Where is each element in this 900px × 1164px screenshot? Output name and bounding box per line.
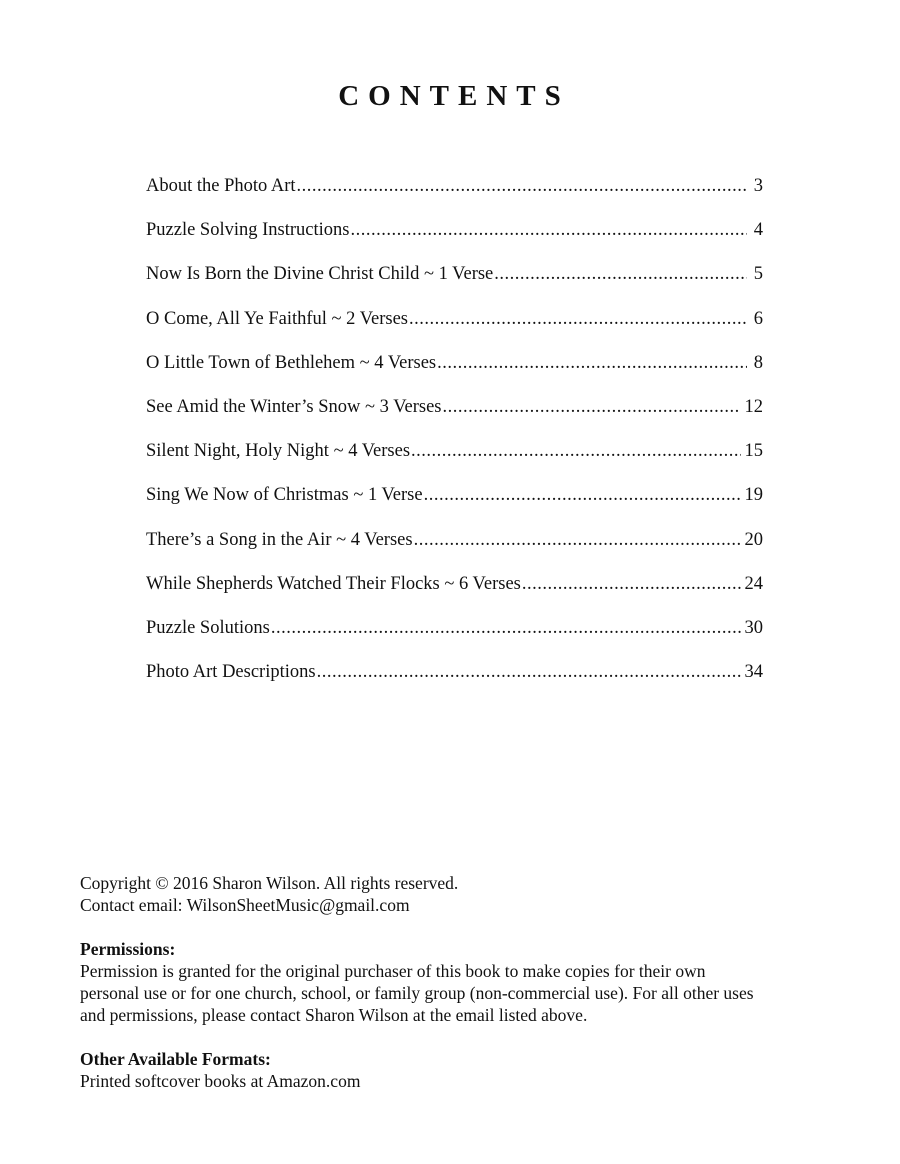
permissions-text: personal use or for one church, school, or family group (non-commercial use). For all other uses	[80, 983, 754, 1003]
toc-dot-leader	[271, 616, 741, 640]
toc-entry-page: 34	[744, 662, 763, 683]
toc-entry	[146, 572, 763, 616]
spacer	[80, 1026, 860, 1048]
toc-entry	[146, 660, 763, 704]
toc-dot-leader	[411, 439, 741, 463]
toc-entry-title: There’s a Song in the Air ~ 4 Verses	[146, 529, 413, 550]
toc-entry-title: See Amid the Winter’s Snow ~ 3 Verses	[146, 396, 442, 417]
toc-entry-page: 12	[744, 396, 763, 417]
permissions-text: Permission is granted for the original purchaser of this book to make copies for their own	[80, 961, 706, 981]
toc-entry	[146, 218, 763, 262]
toc-entry-title: Silent Night, Holy Night ~ 4 Verses	[146, 441, 411, 462]
formats-heading: Other Available Formats:	[80, 1049, 271, 1069]
toc-entry	[146, 616, 763, 660]
permissions-heading: Permissions:	[80, 939, 176, 959]
toc-entry-title: Puzzle Solving Instructions	[146, 220, 350, 241]
toc-entry	[146, 528, 763, 572]
toc-entry-page: 30	[744, 617, 763, 638]
contact-email-line: Contact email: WilsonSheetMusic@gmail.com	[80, 895, 410, 915]
toc-entry-title: O Little Town of Bethlehem ~ 4 Verses	[146, 352, 437, 373]
toc-entry	[146, 351, 763, 395]
toc-entry-title: Now Is Born the Divine Christ Child ~ 1 Verse	[146, 264, 494, 285]
toc-entry-page: 19	[744, 485, 763, 506]
toc-entry-title: Sing We Now of Christmas ~ 1 Verse	[146, 485, 423, 506]
toc-entry-page: 8	[753, 352, 763, 373]
toc-dot-leader	[443, 395, 742, 419]
formats-text: Printed softcover books at Amazon.com	[80, 1071, 361, 1091]
toc-entry	[146, 395, 763, 439]
toc-dot-leader	[522, 572, 741, 596]
toc-entry	[146, 307, 763, 351]
toc-dot-leader	[494, 262, 747, 286]
toc-entry-title: O Come, All Ye Faithful ~ 2 Verses	[146, 308, 408, 329]
permissions-text: and permissions, please contact Sharon Wilson at the email listed above.	[80, 1005, 588, 1025]
copyright-footer	[80, 872, 860, 1092]
toc-entry-title: About the Photo Art	[146, 176, 296, 196]
copyright-line: Copyright © 2016 Sharon Wilson. All rights reserved.	[80, 873, 459, 893]
toc-entry-page: 15	[744, 441, 763, 462]
toc-dot-leader	[350, 218, 747, 242]
toc-entry-title: Puzzle Solutions	[146, 617, 270, 638]
toc-dot-leader	[297, 174, 747, 198]
spacer	[80, 916, 860, 938]
table-of-contents	[146, 174, 763, 704]
toc-dot-leader	[424, 483, 741, 507]
toc-entry-page: 6	[753, 308, 763, 329]
toc-entry	[146, 174, 763, 218]
toc-dot-leader	[414, 528, 741, 552]
toc-entry	[146, 439, 763, 483]
toc-dot-leader	[409, 307, 747, 331]
toc-entry-page: 3	[753, 176, 763, 196]
toc-entry-page: 4	[753, 220, 763, 241]
toc-entry	[146, 262, 763, 306]
toc-entry-page: 24	[744, 573, 763, 594]
toc-entry-title: Photo Art Descriptions	[146, 662, 316, 683]
toc-entry-page: 20	[744, 529, 763, 550]
toc-entry-page: 5	[753, 264, 763, 285]
toc-dot-leader	[437, 351, 747, 375]
page-title: CONTENTS	[338, 80, 570, 112]
toc-dot-leader	[317, 660, 741, 684]
toc-entry	[146, 483, 763, 527]
toc-entry-title: While Shepherds Watched Their Flocks ~ 6 Verses	[146, 573, 521, 594]
